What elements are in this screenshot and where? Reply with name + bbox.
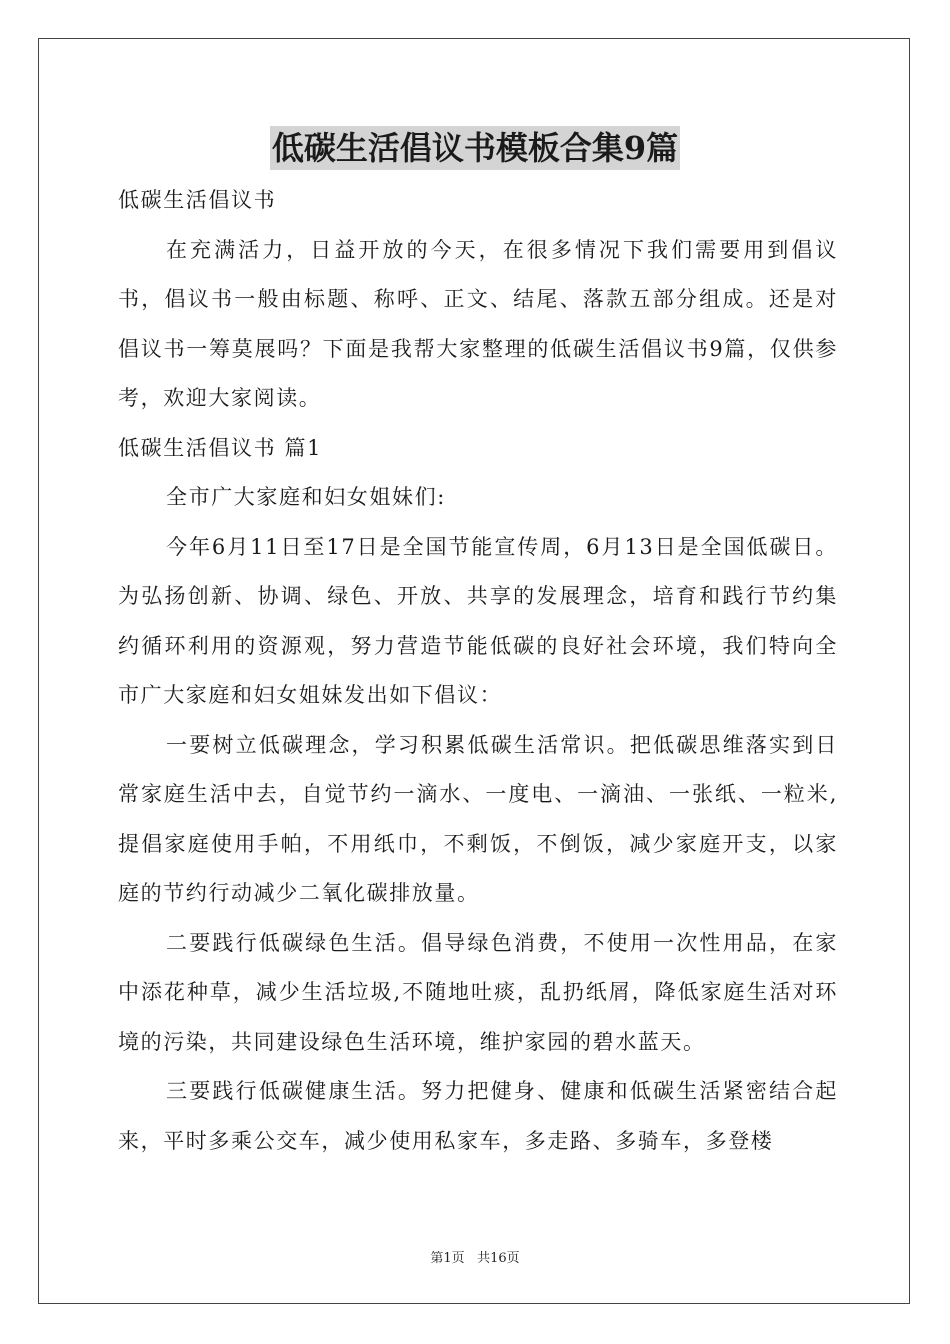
- intro-paragraph: 在充满活力，日益开放的今天，在很多情况下我们需要用到倡议书，倡议书一般由标题、称呼、正文、结尾、落款五部分组成。还是对倡议书一筹莫展吗？下面是我帮大家整理的低碳生活倡议书9篇，仅供参考，欢迎大家阅读。: [118, 237, 838, 410]
- document-title-text: 低碳生活倡议书模板合集9篇: [270, 126, 680, 170]
- body-paragraph: 一要树立低碳理念，学习积累低碳生活常识。把低碳思维落实到日常家庭生活中去，自觉节约一滴水、一度电、一滴油、一张纸、一粒米,提倡家庭使用手帕，不用纸巾，不剩饭，不倒饭，减少家庭开支，以家庭的节约行动减少二氧化碳排放量。: [118, 732, 838, 905]
- document-body: [118, 176, 838, 1166]
- page-footer: [0, 1247, 950, 1266]
- body-paragraph: 二要践行低碳绿色生活。倡导绿色消费，不使用一次性用品，在家中添花种草，减少生活垃圾,不随地吐痰，乱扔纸屑，降低家庭生活对环境的污染，共同建设绿色生活环境，维护家园的碧水蓝天。: [118, 930, 838, 1054]
- body-paragraph: 今年6月11日至17日是全国节能宣传周，6月13日是全国低碳日。为弘扬创新、协调、绿色、开放、共享的发展理念，培育和践行节约集约循环利用的资源观，努力营造节能低碳的良好社会环境，我们特向全市广大家庭和妇女姐妹发出如下倡议：: [118, 534, 838, 707]
- salutation: 全市广大家庭和妇女姐妹们:: [166, 485, 446, 509]
- section-heading: 低碳生活倡议书: [118, 188, 277, 212]
- section-heading: 低碳生活倡议书 篇1: [118, 435, 323, 460]
- page-total: 共16页: [477, 1251, 520, 1266]
- page-number: 第1页: [430, 1251, 465, 1266]
- document-title: [0, 126, 950, 170]
- body-paragraph: 三要践行低碳健康生活。努力把健身、健康和低碳生活紧密结合起来，平时多乘公交车，减少使用私家车，多走路、多骑车，多登楼: [118, 1079, 838, 1153]
